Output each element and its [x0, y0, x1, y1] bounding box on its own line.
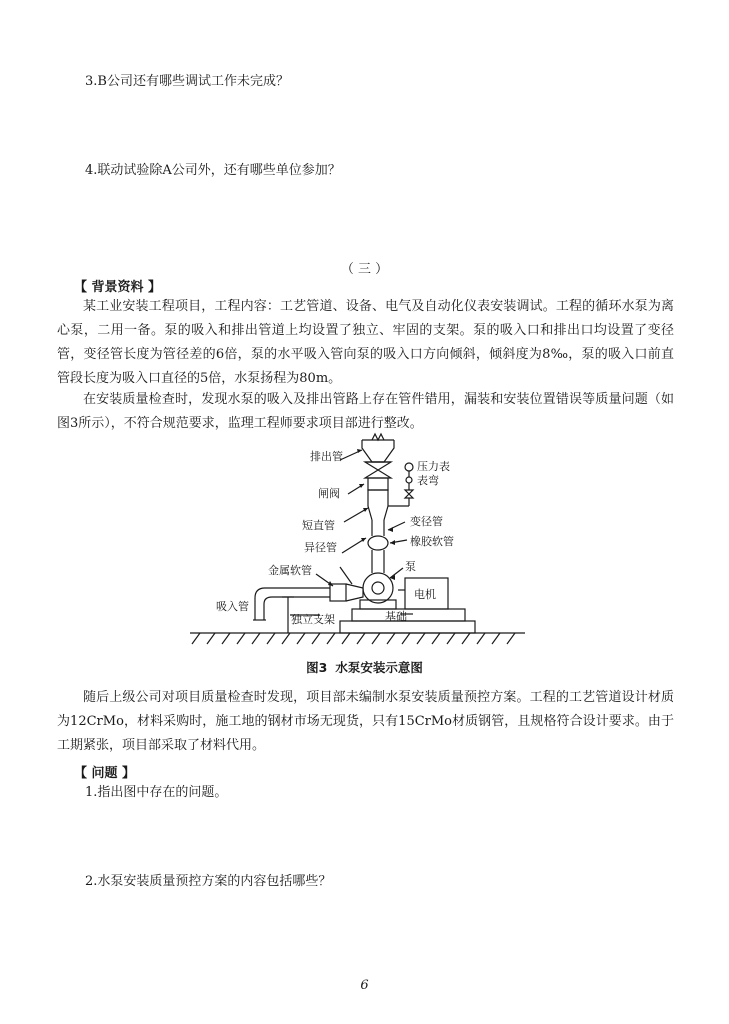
label-pressure-gauge: 压力表	[417, 460, 450, 473]
metal-hose	[330, 584, 346, 601]
rubber-hose	[368, 536, 388, 550]
questions-heading: 【 问题 】	[74, 766, 136, 781]
valve-bonnet	[368, 478, 388, 490]
label-foundation: 基础	[385, 610, 407, 623]
label-metal-hose: 金属软管	[268, 564, 312, 577]
gate-valve	[365, 462, 391, 478]
figure-caption-number: 图3	[306, 660, 328, 675]
foundation-top	[352, 609, 465, 621]
discharge-pipe	[362, 440, 394, 462]
background-paragraph-2: 在安装质量检查时，发现水泵的吸入及排出管路上存在管件错用，漏装和安装位置错误等质量问题（如图3所示），不符合规范要求，监理工程师要求项目部进行整改。	[57, 392, 674, 431]
question-1: 1.指出图中存在的问题。	[85, 785, 228, 800]
ground-hatching	[192, 633, 515, 644]
label-suction-pipe: 吸入管	[216, 600, 249, 613]
question-4: 4.联动试验除A公司外，还有哪些单位参加？	[85, 163, 341, 178]
pressure-gauge	[405, 463, 413, 471]
background-heading: 【 背景资料 】	[74, 280, 162, 295]
label-rubber-hose: 橡胶软管	[410, 535, 454, 548]
label-reducer: 变径管	[410, 515, 443, 528]
label-eccentric-reducer: 异径管	[304, 541, 337, 554]
label-gauge-bend: 表弯	[417, 474, 439, 487]
pump-stand	[360, 600, 396, 609]
eccentric-reducer	[346, 584, 363, 601]
background-paragraph-3: 随后上级公司对项目质量检查时发现，项目部未编制水泵安装质量预控方案。工程的工艺管道设计材质为12CrMo，材料采购时，施工地的钢材市场无现货，只有15CrMo材质钢管，且规格符合设计要求。由于工期紧张，项目部采取了材料代用。	[57, 690, 674, 753]
figure-caption-text: 水泵安装示意图	[335, 660, 423, 675]
gauge-bend	[406, 477, 412, 483]
label-independent-support: 独立支架	[291, 613, 335, 626]
pump-casing	[363, 573, 393, 603]
background-paragraph-1: 某工业安装工程项目，工程内容：工艺管道、设备、电气及自动化仪表安装调试。工程的循环水泵为离心泵，二用一备。泵的吸入和排出管道上均设置了独立、牢固的支架。泵的吸入口和排出口均设置了变径管，变径管长度为管径差的6倍，泵的水平吸入管向泵的吸入口方向倾斜，倾斜度为8‰，泵的吸入口前直管段长度为吸入口直径的5倍，水泵扬程为80m。	[57, 299, 674, 386]
label-discharge-pipe: 排出管	[310, 450, 343, 463]
section-title: （ 三 ）	[340, 262, 389, 277]
pump-impeller	[372, 582, 384, 594]
label-pump: 泵	[405, 560, 416, 573]
label-short-straight-pipe: 短直管	[302, 519, 335, 532]
figure-caption	[0, 658, 729, 676]
label-gate-valve: 闸阀	[318, 487, 340, 500]
label-motor: 电机	[414, 588, 436, 601]
short-straight-pipe	[368, 490, 388, 520]
page-number: 6	[360, 978, 369, 993]
question-3: 3.B公司还有哪些调试工作未完成？	[85, 74, 289, 89]
foundation-base	[340, 621, 475, 633]
question-2: 2.水泵安装质量预控方案的内容包括哪些？	[85, 874, 332, 889]
